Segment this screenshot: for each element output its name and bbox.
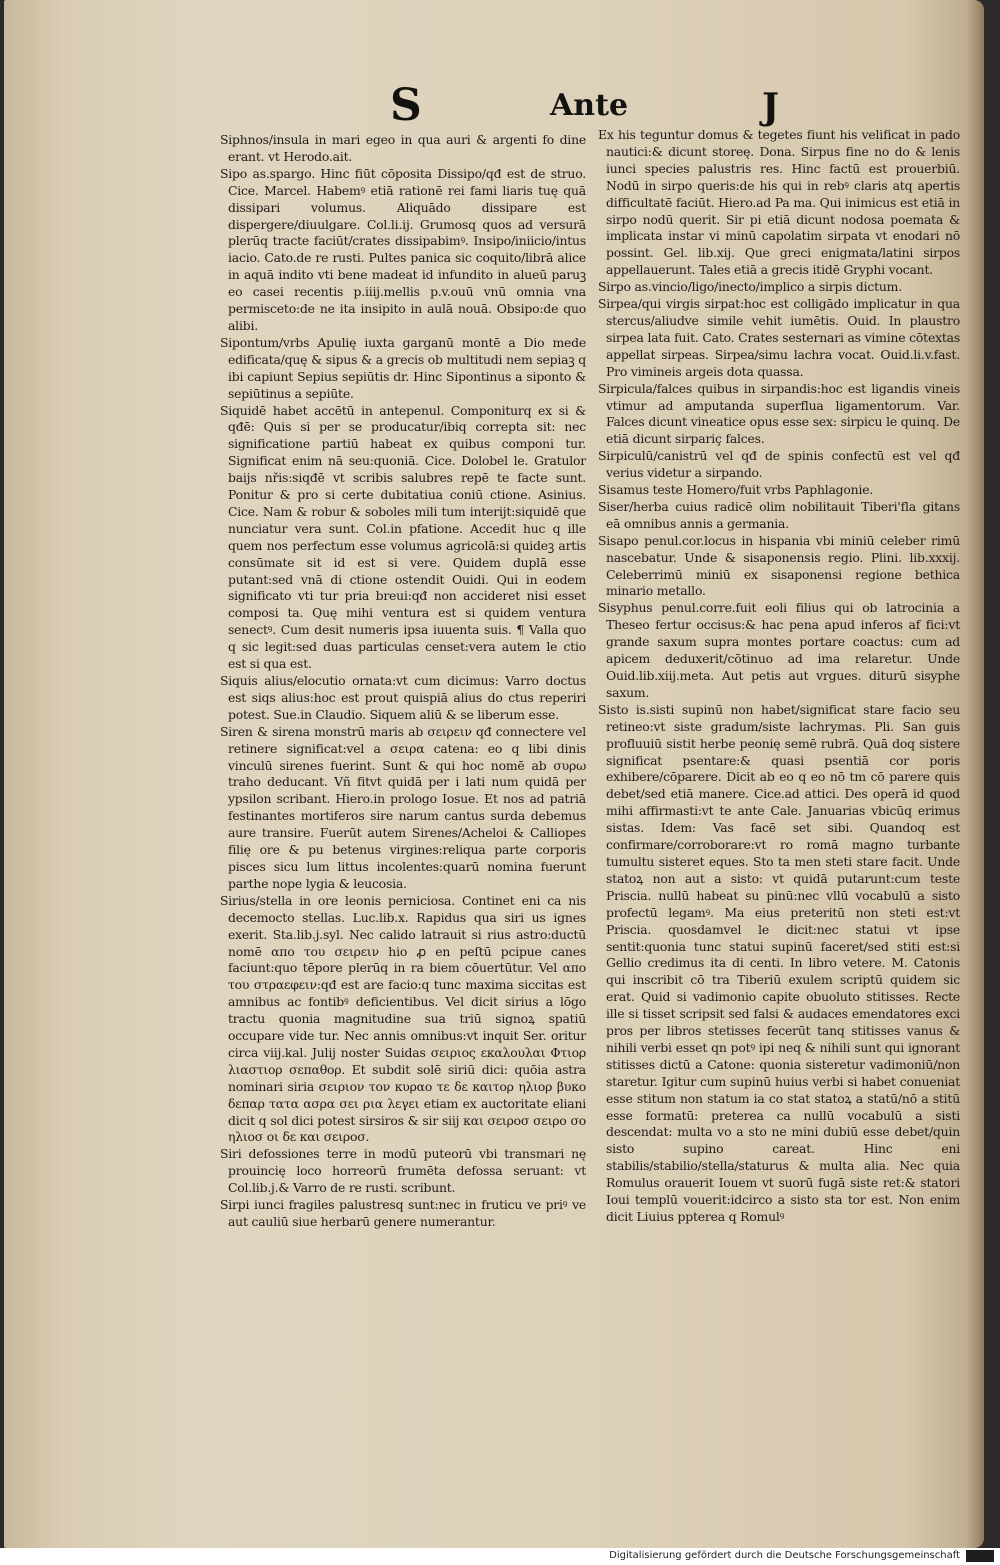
entry: Sirpo as.vincio/ligo/inecto/implico a sirpis dictum. [598, 279, 902, 295]
entry: Sisto is.sisti supinū non habet/significat stare facio seu retineo:vt siste gradum/siste lachrymas. Pli. San guis profluuiū sistit herbe peonię semē rubrā. Quā doq sistere significat psentare:& quasi psentiā cor poris exhibere/cōparere. Dicit ab eo q eo nō tm cō parere quis debet/sed etiā manere. Cice.ad attici. Des operā id quod mihi affirmasti:vt te ante Cale. Januarias vbicūq erimus sistas. Idem: Vas facē set sibi. Quandoq est confirmare/corroborare:vt ro romā magno turbante tumultu sisteret eques. Sto ta men steti stare facit. Unde statoꝝ non aut a sisto: vt quidā putarunt:cum teste Priscia. nullū habeat su pinū:nec vllū vocabulū a sisto profectū legamꝰ. Ma eius preteritū non steti est:vt Priscia. quosdamvel le dicit:nec statui vt ipse sentit:quonia tunc statui supinū faceret/sed stiti est:si Gellio credimus ita di centi. In libro vetere. M. Catonis qui inscribit cō tra Tiberiū exulem scriptū quidem sic erat. Quid si vadimonio capite obuoluto stitisses. Recte ille si tisset scripsit sed falsi & audaces emendatores exci pros per libros stetisses fecerūt tanq stitisses vanus & nihili verbi esset qn potꝰ ipi neq & nihili sunt qui ignorant stitisses dictū a Catone: quonia sisteretur vadimoniū/non staretur. Igitur cum supinū huius verbi si habet conueniat esse stitum non statum ia co stat statoꝝ a statū/nō a stitū esse formatū: preterea ca nullū vocabulū a sisti descendat: multa vo a sto ne mini dubiū esse debet/quin sisto supino careat. Hinc eni stabilis/stabilio/stella/staturus & multa alia. Nec quia Romulus orauerit Iouem vt suorū fugā siste ret:& statori Ioui templū vouerit:idcirco a sisto sta tor est. Non enim dicit Liuius ppterea q Romulꝰ [598, 701, 960, 1224]
entry: Siren & sirena monstrū maris ab σειρειν qđ connectere vel retinere significat:vel a σειρα catena: eo q libi dinis vinculū sirenes fuerint. Sunt & qui hoc nomē ab συρω traho deducant. Vñ fitvt quidā per i lati num quidā per ypsilon scribant. Hiero.in prologo Iosue. Et nos ad patriā festinantes mortiferos sire narum cantus surda debemus aure transire. Fuerūt autem Sirenes/Acheloi & Calliopes filię ore & pu betenus virgines:reliqua parte corporis pisces sicu lum littus incolentes:quarū nomina fuerunt parthe nope lygia & leucosia. [220, 723, 586, 891]
digitization-footer [0, 1548, 1000, 1565]
entry: Sirius/stella in ore leonis perniciosa. Continet eni ca nis decemocto stellas. Luc.lib.x. Rapidus qua siri us ignes exerit. Sta.lib.j.syl. Nec calido latrauit si rius astro:ductū nomē απο του σειρειν hio ꝓ en peſtū pcipue canes faciunt:quo tēpore plerūq in ra biem cōuertūtur. Vel απο του στραεφειν:qđ est are facio:q tunc maxima siccitas est amnibus ac fontibꝰ deficientibus. Vel dicit sirius a lōgo tractu quonia magnitudine sua triū signoꝝ spatiū occupare vide tur. Nec annis omnibus:vt inquit Ser. oritur circa viij.kal. Julij noster Suidas σειριος εκαλουλαι Φτιορ λιαστιορ σεπαθορ. Et subdit solē siriū dici: quōia astra nominari siria σειριον τον κυραο τε δε καιτορ ηλιορ βυκο δεπαρ τατα ασρα σει ρια λεγει etiam ex auctoritate eliani dicit q sol dici potest sirsiros & sir siij και σειροσ σειρο σο ηλιοσ οι δε και σειροσ. [220, 892, 586, 1145]
entry: Sirpiculū/canistrū vel qđ de spinis confectū est vel qđ verius videtur a sirpando. [598, 448, 960, 481]
entry: Siquidē habet accētū in antepenul. Componiturq ex si & qđē: Quis si per se producatur/ibiq correpta sit: nec significatione partiū habeat ex quibus componi tur. Significat enim nā seu:quoniā. Cice. Dolobel le. Gratulor baijs nřis:siqđē vt scribis salubres repē te facte sunt. Ponitur & pro si certe dubitatiua coniū ctione. Asinius. Cice. Nam & robur & soboles mili tum interijt:siquidē que nunciatur vera sunt. Col.in pfatione. Accedit huc q ille quem nos perfectum esse volumus agricolā:si quideꝫ artis consūmate sit id est si vere. Quidem duplā esse putant:sed vnā di ctione ostendit Ouidi. Qui in eodem significato vti tur pria breui:qđ non accideret nisi esset composi ta. Quę mihi ventura est si quidem ventura senectꝰ. Cum desit numeris ipsa iuuenta suis. ¶ Valla quo q sic legit:sed duas particulas censet:vera autem le ctio est si qua est. [220, 402, 586, 672]
header-title: Ante [550, 88, 629, 123]
page-edge [966, 0, 984, 1548]
entry: Siser/herba cuius radicē olim nobilitauit Tiberi'fla gitans eā omnibus annis a germania. [598, 498, 960, 531]
entry: Sirpi iunci fragiles palustresq sunt:nec in fruticu ve priꝰ ve aut cauliū siue herbarū genere numerantur. [220, 1197, 586, 1229]
entry: Sirpicula/falces quibus in sirpandis:hoc est ligandis vineis vtimur ad amputanda superflua ligamentorum. Var. Falces dicunt vineatice opus esse sex: sirpicu le quinq. De etiā dicunt sirpariç falces. [598, 380, 960, 447]
entry: Ex his teguntur domus & tegetes fiunt his velificat in pado nautici:& dicunt storeę. Dona. Sirpus fine no do & lenis iunci species palustris res. Hinc factū est prouerbiū. Nodū in sirpo queris:de his qui in rebꝰ claris atq apertis difficultatē faciūt. Hiero.ad Pa ma. Qui inimicus est etiā in sirpo nodū querit. Sir pi etiā dicunt nodosa poemata & implicata instar vi minū capolatim sirpata vt enodari nō possint. Gel. lib.xij. Que greci enigmata/latini sirpos appellauerunt. Tales etiā a grecis itidē Gryphi vocant. [598, 127, 960, 278]
entry: Sirpea/qui virgis sirpat:hoc est colligādo implicatur in qua stercus/aliudve simile vehit iumētis. Ouid. In plaustro sirpea lata fuit. Cato. Crates sesternari as vimine cōtextas appellat sirpeas. Sirpea/simu lachra vocat. Ouid.li.v.fast. Pro vimineis argeis dota quassa. [598, 296, 960, 379]
dfg-logo-icon [966, 1550, 994, 1562]
entry: Siquis alius/elocutio ornata:vt cum dicimus: Varro doctus est siqs alius:hoc est prout quispiā alius do ctus reperiri potest. Sue.in Claudio. Siquem aliū & se liberum esse. [220, 673, 586, 722]
entry: Sisamus teste Homero/fuit vrbs Paphlagonie. [598, 482, 874, 498]
header-letter-left: S [390, 80, 422, 131]
left-text-column [220, 132, 586, 1231]
entry: Sisapo penul.cor.locus in hispania vbi miniū celeber rimū nascebatur. Unde & sisaponensis regio. Plini. lib.xxxij. Celeberrimū miniū ex sisaponensi regione bethica minario metallo. [598, 532, 960, 599]
entry: Sipo as.spargo. Hinc fiūt cōposita Dissipo/qđ est de struo. Cice. Marcel. Habemꝰ etiā rationē rei fami liaris tuę quā dissipari volumus. Aliquādo dissipare est dispergere/diuulgare. Col.li.ij. Grumosq quos ad versurā plerūq tracte faciūt/crates dissipabimꝰ. Insipo/iniicio/intus iacio. Cato.de re rusti. Pultes panica sic coquito/librā alice in aquā indito vti bene madeat id infundito in alueū paruꝫ eo casei recentis p.iiij.mellis p.v.ouū vnū omnia vna permisceto:de ne ita insipito in aulā nouā. Obsipo:de quo alibi. [220, 165, 586, 333]
entry: Siphnos/insula in mari egeo in qua auri & argenti fo dine erant. vt Herodo.ait. [220, 132, 586, 164]
entry: Sisyphus penul.corre.fuit eoli filius qui ob latrocinia a Theseo fertur occisus:& hac pena apud inferos af fici:vt grande saxum supra montes portare coactus: cum ad apicem deduxerit/cōtinuo ad ima relaretur. Unde Ouid.lib.xiij.meta. Aut petis aut vrgues. diturū sisyphe saxum. [598, 600, 960, 700]
entry: Siri defossiones terre in modū puteorū vbi transmari nę prouincię loco horreorū frumēta defossa seruant: vt Col.lib.j.& Varro de re rusti. scribunt. [220, 1146, 586, 1196]
header-letter-right: J [762, 86, 780, 128]
right-text-column [598, 127, 960, 1226]
footer-credit: Digitalisierung gefördert durch die Deutsche Forschungsgemeinschaft [609, 1550, 960, 1561]
entry: Sipontum/vrbs Apulię iuxta garganū montē a Dio mede edificata/quę & sipus & a grecis ob multitudi nem sepiaꝫ q ibi capiunt Sepius sepiūtis dr. Hinc Sipontinus a siponto & sepiūtinus a sepiūte. [220, 334, 586, 401]
